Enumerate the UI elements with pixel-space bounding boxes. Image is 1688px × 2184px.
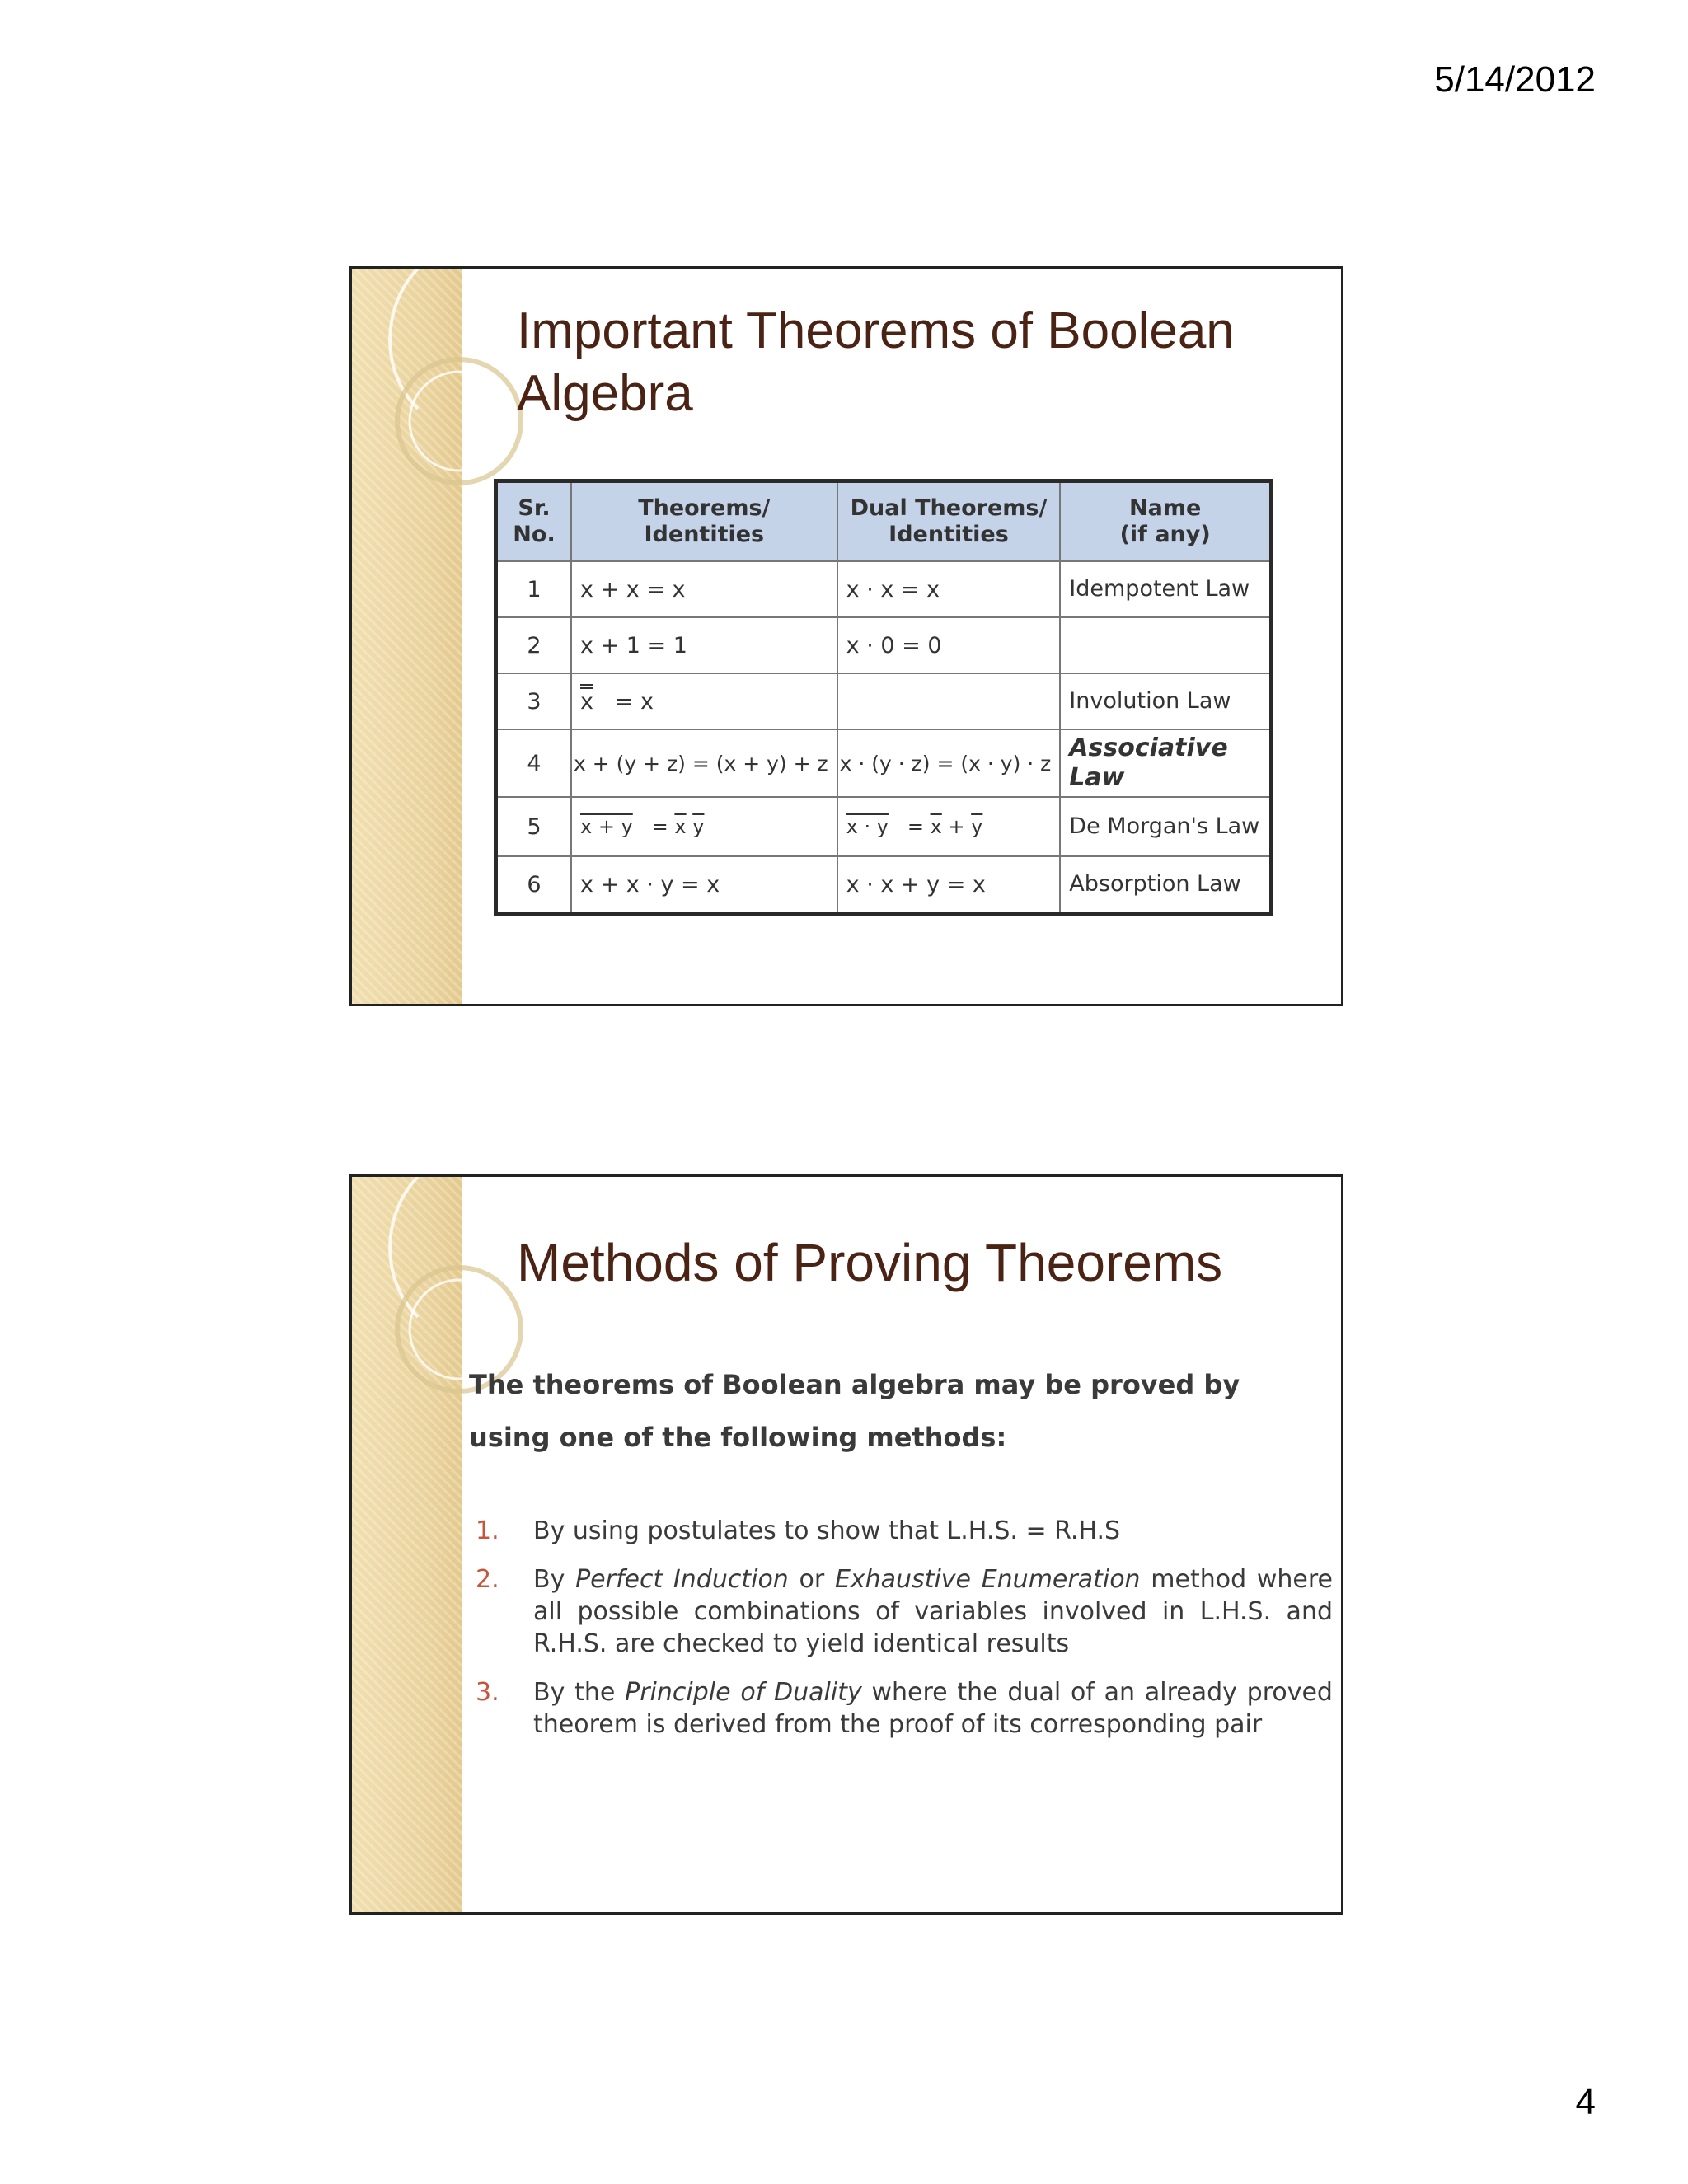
theorems-table bbox=[494, 479, 1273, 916]
cell-name: Idempotent Law bbox=[1060, 561, 1271, 617]
method-text-post: method where all possible combinations of variables involved in L.H.S. and R.H.S. are checked to yield identical results bbox=[533, 1565, 1333, 1658]
method-text: By using postulates to show that L.H.S. = R.H.S bbox=[533, 1516, 1121, 1545]
cell-no: 3 bbox=[496, 673, 572, 729]
cell-dual: x · x + y = x bbox=[837, 856, 1061, 914]
slide-title bbox=[517, 300, 1292, 424]
page-date: 5/14/2012 bbox=[1434, 59, 1596, 100]
list-number: 2. bbox=[476, 1565, 499, 1594]
title-line-2: Algebra bbox=[517, 364, 693, 422]
demorgan-lhs: x + y bbox=[580, 815, 633, 838]
cell-dual: x · (y · z) = (x · y) · z bbox=[837, 729, 1061, 797]
table-row bbox=[496, 673, 1272, 729]
methods-list bbox=[476, 1515, 1333, 1757]
table-row bbox=[496, 797, 1272, 856]
page-number: 4 bbox=[1575, 2082, 1596, 2122]
table-row bbox=[496, 617, 1272, 673]
cell-theorem: x + x · y = x bbox=[571, 856, 837, 914]
involution-rhs: = x bbox=[614, 688, 654, 715]
table-row bbox=[496, 729, 1272, 797]
method-emphasis: Principle of Duality bbox=[625, 1678, 862, 1707]
list-item bbox=[476, 1515, 1333, 1547]
header-dual-theorems: Dual Theorems/ Identities bbox=[837, 481, 1061, 562]
demorgan-rhs-b: $\overline{y}$ bbox=[692, 815, 705, 838]
cell-dual: x · 0 = 0 bbox=[837, 617, 1061, 673]
cell-name: Absorption Law bbox=[1060, 856, 1271, 914]
slide-side-band bbox=[352, 269, 462, 1004]
table-row bbox=[496, 561, 1272, 617]
cell-theorem: $x + y = \overline{x}$ $\overline{y}$ bbox=[571, 797, 837, 856]
list-number: 3. bbox=[476, 1678, 499, 1707]
demorgan-dual-rhs-a: $\overline{x}$ bbox=[930, 815, 942, 838]
cell-dual: x · x = x bbox=[837, 561, 1061, 617]
header-sr-no: Sr. No. bbox=[496, 481, 572, 562]
double-bar-x: x bbox=[580, 688, 593, 715]
cell-no: 1 bbox=[496, 561, 572, 617]
demorgan-dual-lhs: x · y bbox=[846, 815, 889, 838]
method-emphasis: Perfect Induction bbox=[575, 1565, 789, 1594]
method-text-mid: or bbox=[788, 1565, 835, 1594]
table-header-row bbox=[496, 481, 1272, 562]
method-text-post: where the dual of an already proved theorem is derived from the proof of its corresponding pair bbox=[533, 1678, 1333, 1739]
method-emphasis: Exhaustive Enumeration bbox=[834, 1565, 1141, 1594]
cell-dual: $x \cdot y = \overline{x} + \overline{y}$ bbox=[837, 797, 1061, 856]
slide-side-band bbox=[352, 1177, 462, 1912]
cell-name bbox=[1060, 617, 1271, 673]
table-row bbox=[496, 856, 1272, 914]
header-name: Name (if any) bbox=[1060, 481, 1271, 562]
cell-name: De Morgan's Law bbox=[1060, 797, 1271, 856]
slide-title: Methods of Proving Theorems bbox=[517, 1233, 1223, 1292]
cell-theorem bbox=[571, 673, 837, 729]
slide-methods bbox=[349, 1174, 1343, 1915]
cell-no: 6 bbox=[496, 856, 572, 914]
cell-no: 4 bbox=[496, 729, 572, 797]
cell-name: Involution Law bbox=[1060, 673, 1271, 729]
method-text-pre: By the bbox=[533, 1678, 626, 1707]
list-number: 1. bbox=[476, 1516, 499, 1545]
method-text-pre: By bbox=[533, 1565, 576, 1594]
demorgan-rhs-a: $\overline{x}$ bbox=[674, 815, 687, 838]
cell-no: 2 bbox=[496, 617, 572, 673]
list-item bbox=[476, 1676, 1333, 1741]
cell-theorem: x + x = x bbox=[571, 561, 837, 617]
cell-name: Associative Law bbox=[1060, 729, 1271, 797]
cell-no: 5 bbox=[496, 797, 572, 856]
cell-dual bbox=[837, 673, 1061, 729]
cell-theorem: x + (y + z) = (x + y) + z bbox=[571, 729, 837, 797]
intro-text: The theorems of Boolean algebra may be proved by using one of the following methods: bbox=[469, 1369, 1240, 1453]
list-item bbox=[476, 1563, 1333, 1660]
cell-theorem: x + 1 = 1 bbox=[571, 617, 837, 673]
header-theorems: Theorems/ Identities bbox=[571, 481, 837, 562]
demorgan-dual-rhs-b: $\overline{y}$ bbox=[971, 815, 983, 838]
title-line-1: Important Theorems of Boolean bbox=[517, 302, 1235, 359]
slide-theorems bbox=[349, 266, 1343, 1006]
